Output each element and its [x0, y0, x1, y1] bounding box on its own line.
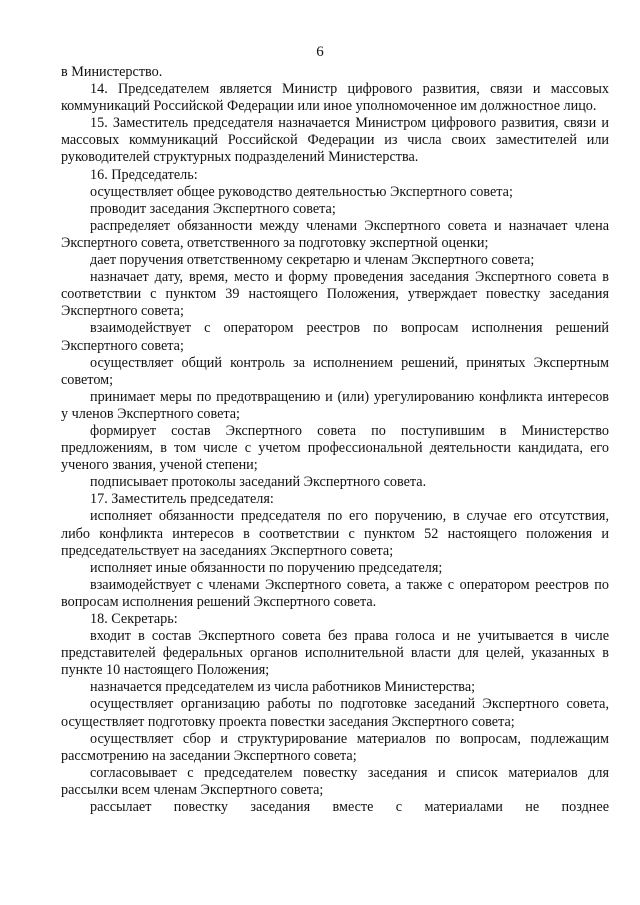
paragraph: исполняет иные обязанности по поручению председателя;	[90, 559, 443, 576]
paragraph: рассылает повестку заседания вместе с материалами не позднее	[90, 799, 609, 816]
paragraph: дает поручения ответственному секретарю и членам Экспертного совета;	[90, 252, 535, 269]
paragraph: 17. Заместитель председателя:	[90, 491, 274, 508]
paragraph: назначает дату, время, место и форму проведения заседания Экспертного совета в соответствии с пунктом 39 настоящего Положения, утверждает повестку заседания Экспертного совета;	[61, 269, 609, 320]
paragraph: осуществляет сбор и структурирование материалов по вопросам, подлежащим рассмотрению на заседании Экспертного совета;	[61, 730, 609, 764]
document-body	[61, 64, 609, 816]
paragraph: в Министерство.	[61, 64, 163, 80]
paragraph: исполняет обязанности председателя по его поручению, в случае его отсутствия, либо конфликта интересов в соответствии с пунктом 52 настоящего положения и председательствует на заседаниях Экспертного совета;	[61, 508, 609, 559]
paragraph: осуществляет общий контроль за исполнением решений, принятых Экспертным советом;	[61, 354, 609, 388]
page-number: 6	[316, 44, 324, 60]
paragraph: назначается председателем из числа работников Министерства;	[90, 679, 476, 696]
paragraph: входит в состав Экспертного совета без права голоса и не учитывается в числе представителей федеральных органов исполнительной власти для целей, указанных в пункте 10 настоящего Положения;	[61, 628, 609, 679]
paragraph: осуществляет организацию работы по подготовке заседаний Экспертного совета, осуществляет подготовку проекта повестки заседания Экспертного совета;	[61, 696, 609, 730]
paragraph: формирует состав Экспертного совета по поступившим в Министерство предложениям, в том числе с учетом профессиональной деятельности кандидата, его ученого звания, ученой степени;	[61, 422, 609, 474]
paragraph: 14. Председателем является Министр цифрового развития, связи и массовых коммуникаций Российской Федерации или иное уполномоченное им должностное лицо.	[61, 81, 609, 115]
paragraph: осуществляет общее руководство деятельностью Экспертного совета;	[90, 183, 513, 200]
paragraph: 16. Председатель:	[90, 166, 198, 183]
paragraph: подписывает протоколы заседаний Экспертного совета.	[90, 474, 427, 491]
paragraph: взаимодействует с членами Экспертного совета, а также с оператором реестров по вопросам исполнения решений Экспертного совета.	[61, 576, 609, 610]
paragraph: 15. Заместитель председателя назначается Министром цифрового развития, связи и массовых коммуникаций Российской Федерации из числа своих заместителей или руководителей структурных подразделений Министерства.	[61, 115, 609, 166]
paragraph: принимает меры по предотвращению и (или) урегулированию конфликта интересов у членов Экспертного совета;	[61, 388, 609, 422]
paragraph: взаимодействует с оператором реестров по вопросам исполнения решений Экспертного совета;	[61, 320, 609, 354]
paragraph: согласовывает с председателем повестку заседания и список материалов для рассылки всем членам Экспертного совета;	[61, 764, 609, 798]
paragraph: распределяет обязанности между членами Экспертного совета и назначает члена Экспертного совета, ответственного за подготовку экспертной оценки;	[61, 217, 609, 251]
paragraph: проводит заседания Экспертного совета;	[90, 200, 336, 217]
paragraph: 18. Секретарь:	[90, 611, 178, 627]
